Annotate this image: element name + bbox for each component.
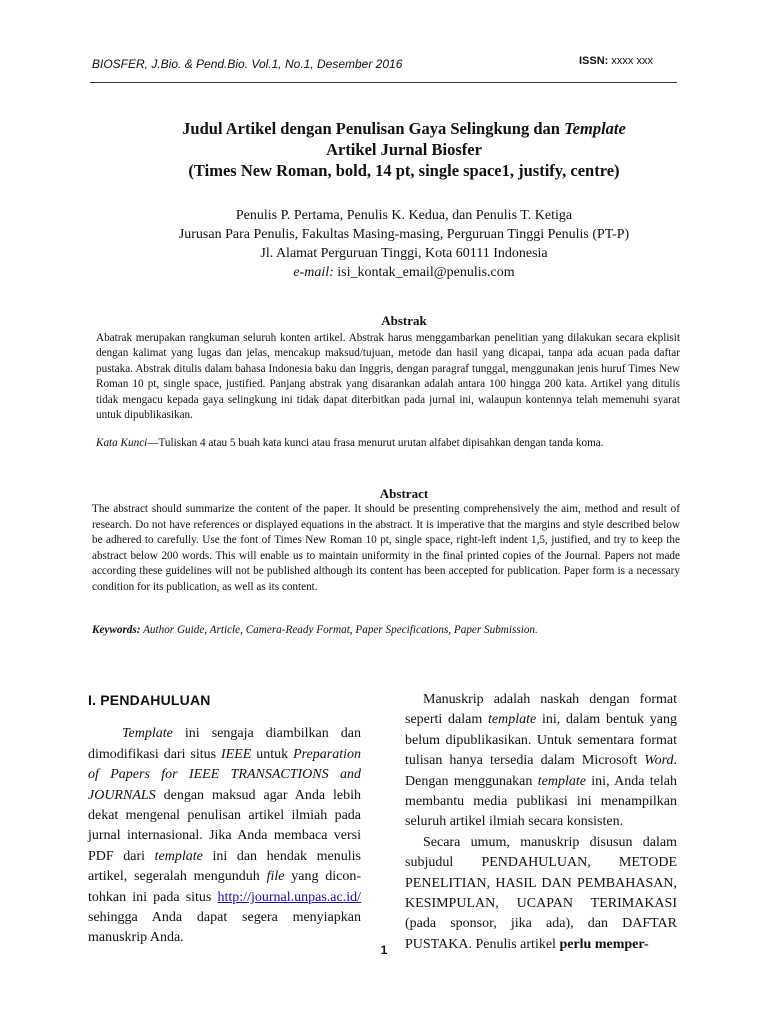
title-line-3: (Times New Roman, bold, 14 pt, single space1, justify, centre): [188, 161, 620, 180]
kata-kunci-label: Kata Kunci: [96, 437, 148, 449]
header-rule: [90, 82, 677, 83]
abstract-heading: Abstract: [379, 486, 429, 501]
title-line-1: [100, 118, 708, 139]
text-span: Secara umum, manuskrip disusun dalam subjudul PENDAHULUAN, METODE PENELITIAN, HASIL DAN PEMBAHASAN, KESIMPULAN, UCAPAN TERIMAKASI (pada sponsor, jika ada), dan DAFTAR PUSTAKA. Penulis artikel: [405, 834, 677, 952]
title-line-1-text: Judul Artikel dengan Penulisan Gaya Selingkung dan: [182, 119, 565, 138]
text-span: template: [154, 848, 203, 864]
text-span: template: [537, 773, 586, 789]
paragraph-intro: [88, 724, 361, 948]
text-span: sehingga Anda dapat segera menyiapkan manuskrip Anda.: [88, 910, 361, 946]
left-column: [88, 690, 361, 949]
abstrak-text: Abatrak merupakan rangkuman seluruh konten artikel. Abstrak harus menggambarkan penelitian yang dilakukan secara ekplisit dengan kalimat yang lugas dan jelas, mencakup maksud/tujuan, metode dan hasil yang dicapai, tanpa ada acuan pada daftar pustaka. Abstrak ditulis dalam bahasa Indonesia baku dan Inggris, dengan paragraf tunggal, menggunakan jenis huruf Times New Roman 10 pt, single space, justified. Panjang abstrak yang disarankan adalah antara 100 hingga 200 kata. Artikel yang ditulis tidak mengacu kepada gaya selingkung ini tidak dapat diterbitkan pada jurnal ini, walaupun kontennya telah memenuhi syarat untuk dipublikasikan.: [96, 332, 680, 422]
text-span: dengan maksud agar Anda lebih dekat mengenal penulisan artikel ilmiah pada jurnal internasional. Jika Anda membaca versi PDF dari: [88, 787, 361, 864]
paragraph-struktur: [405, 833, 677, 955]
author-address: Jl. Alamat Perguruan Tinggi, Kota 60111 Indonesia: [260, 246, 548, 261]
keywords-text: Author Guide, Article, Camera-Ready Format, Paper Specifications, Paper Submission.: [140, 624, 538, 636]
author-affiliation: Jurusan Para Penulis, Fakultas Masing-masing, Perguruan Tinggi Penulis (PT-P): [178, 227, 630, 242]
text-span: file: [266, 869, 285, 885]
text-span: Template: [122, 726, 173, 742]
text-span: untuk: [251, 746, 294, 762]
issn-label: ISSN:: [579, 55, 609, 67]
abstrak-heading: Abstrak: [381, 313, 427, 328]
article-title: [100, 118, 708, 181]
section-heading-pendahuluan: I. PENDAHULUAN: [88, 692, 211, 708]
keywords-label: Keywords:: [92, 624, 141, 636]
text-span: ini sengaja diambilkan dan dimodifikasi dari situs: [88, 726, 361, 762]
issn: [579, 55, 653, 67]
text-span: . Dengan menggunakan: [405, 753, 677, 789]
text-span: ini dan hendak menulis artikel, segeralah mengunduh: [88, 848, 361, 885]
text-span: Word: [644, 753, 674, 769]
journal-url-link[interactable]: http://journal.unpas.ac.id/: [217, 889, 361, 905]
text-span: ini, dalam bentuk yang belum dipublikasikan. Untuk sementara format tulisan hanya tersedia dalam Microsoft: [405, 712, 677, 769]
journal-header: BIOSFER, J.Bio. & Pend.Bio. Vol.1, No.1, Desember 2016: [92, 57, 403, 71]
kata-kunci: [96, 436, 604, 451]
page-number: 1: [380, 943, 388, 957]
title-line-1-italic: Template: [564, 119, 626, 138]
abstract-text: The abstract should summarize the content of the paper. It should be presenting comprehensively the aim, method and result of research. Do not have references or displayed equations in the abstract. It is imperative that the margins and style described below be adhered to carefully. Use the font of Times New Roman 10 pt, single space, right-left indent 1,5, justified, and try to keep the abstract below 200 words. This will enable us to maintain uniformity in the final printed copies of the Journal. Papers not made according these guidelines will not be published although its content has been accepted for publication. Paper form is a necessary condition for its publication, as well as its content.: [92, 503, 680, 593]
text-span: IEEE: [221, 746, 252, 762]
text-span: perlu memper-: [559, 936, 649, 952]
text-span: template: [488, 712, 537, 728]
keywords: [92, 623, 538, 638]
author-email: [100, 263, 708, 282]
kata-kunci-text: —Tuliskan 4 atau 5 buah kata kunci atau frasa menurut urutan alfabet dipisahkan dengan tanda koma.: [147, 437, 604, 449]
text-span: Preparation of Papers for IEEE TRANSACTIONS and JOURNALS: [88, 746, 361, 803]
email-address: isi_kontak_email@penulis.com: [333, 265, 515, 280]
author-block: [100, 206, 708, 282]
right-column: [405, 690, 677, 955]
paragraph-manuskrip: [405, 690, 677, 833]
text-span: ini, Anda telah membantu media publikasi ini menampilkan seluruh artikel ilmiah secara konsisten.: [405, 773, 677, 830]
text-span: yang dicon-tohkan ini pada situs: [88, 869, 361, 905]
author-names: Penulis P. Pertama, Penulis K. Kedua, dan Penulis T. Ketiga: [235, 208, 573, 223]
issn-value: xxxx xxx: [608, 55, 653, 67]
text-span: Manuskrip adalah naskah dengan format seperti dalam: [405, 692, 677, 728]
title-line-2: Artikel Jurnal Biosfer: [326, 140, 482, 159]
email-label: e-mail:: [293, 265, 334, 280]
